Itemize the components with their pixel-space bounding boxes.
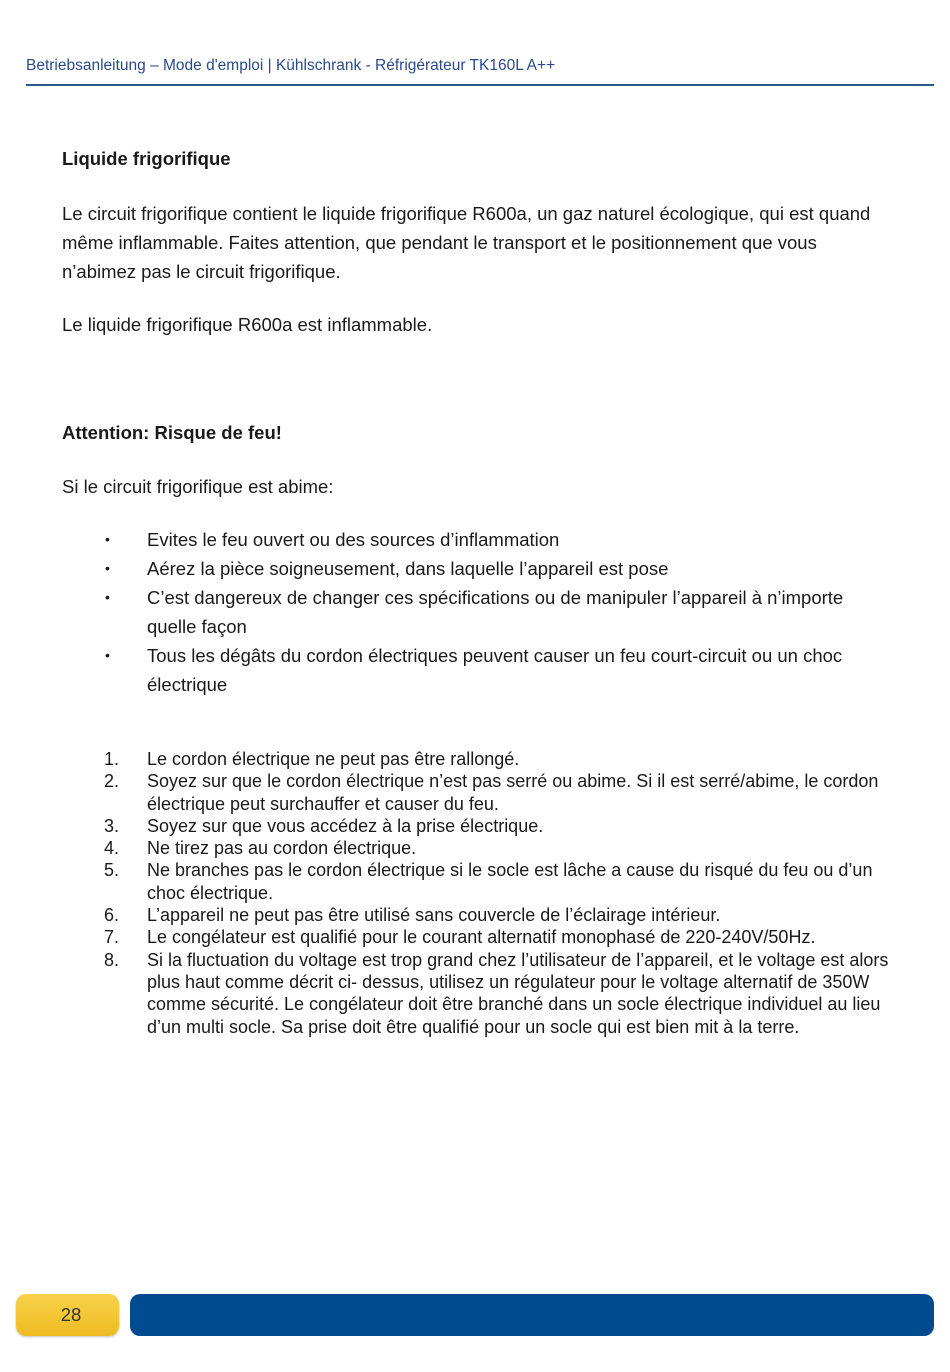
bullet-text: Tous les dégâts du cordon électriques peuvent causer un feu court-circuit ou un choc électrique xyxy=(147,645,843,695)
item-number: 5. xyxy=(104,860,120,881)
list-item xyxy=(62,525,892,554)
item-text: Ne tirez pas au cordon électrique. xyxy=(147,838,417,859)
item-number: 3. xyxy=(104,815,120,836)
item-number: 6. xyxy=(104,905,120,926)
section-heading-fire-risk: Attention: Risque de feu! xyxy=(62,422,282,443)
list-item xyxy=(62,859,892,904)
item-text: Le congélateur est qualifié pour le courant alternatif monophasé de 220-240V/50Hz. xyxy=(147,927,816,948)
list-item xyxy=(62,815,892,837)
item-number: 8. xyxy=(104,949,120,970)
bullet-text: Aérez la pièce soigneusement, dans laquelle l’appareil est pose xyxy=(147,558,669,579)
bullet-text: Evites le feu ouvert ou des sources d’inflammation xyxy=(147,529,560,550)
page-number: 28 xyxy=(60,1304,82,1325)
list-item xyxy=(62,641,892,699)
paragraph-flammable: Le liquide frigorifique R600a est inflammable. xyxy=(62,314,433,335)
list-item xyxy=(62,748,892,770)
item-text: Soyez sur que vous accédez à la prise électrique. xyxy=(147,815,544,836)
bullet-icon: • xyxy=(105,560,110,576)
bullet-text: C’est dangereux de changer ces spécifications ou de manipuler l’appareil à n’importe quelle façon xyxy=(147,587,844,637)
item-number: 1. xyxy=(104,749,120,769)
item-text: Le cordon électrique ne peut pas être rallongé. xyxy=(147,749,520,769)
list-item xyxy=(62,554,892,583)
paragraph-if-damaged: Si le circuit frigorifique est abime: xyxy=(62,476,334,497)
bullet-icon: • xyxy=(105,647,110,663)
item-text: Ne branches pas le cordon électrique si le socle est lâche a cause du risqué du feu ou d’un choc électrique. xyxy=(147,860,873,903)
page-header-title: Betriebsanleitung – Mode d'emploi | Kühlschrank - Réfrigérateur TK160L A++ xyxy=(26,57,556,74)
header-divider xyxy=(26,84,934,86)
list-item xyxy=(62,949,892,1038)
item-number: 7. xyxy=(104,927,120,948)
list-item xyxy=(62,770,892,815)
bullet-list xyxy=(62,525,892,699)
footer-bar xyxy=(130,1294,934,1336)
bullet-icon: • xyxy=(105,531,110,547)
item-number: 2. xyxy=(104,771,120,792)
bullet-icon: • xyxy=(105,589,110,605)
paragraph-refrigerant-circuit: Le circuit frigorifique contient le liquide frigorifique R600a, un gaz naturel écologique, qui est quand même inflammable. Faites attention, que pendant le transport et le positionnement que vous n’abimez pas le circuit frigorifique. xyxy=(62,203,871,282)
section-heading-refrigerant: Liquide frigorifique xyxy=(62,148,231,169)
list-item xyxy=(62,926,892,948)
item-number: 4. xyxy=(104,838,120,859)
item-text: Si la fluctuation du voltage est trop grand chez l’utilisateur de l’appareil, et le voltage est alors plus haut comme décrit ci- dessus, utilisez un régulateur pour le voltage alternatif de 350W comme sécurité. Le congélateur doit être branché dans un socle électrique individuel au lieu d’un multi socle. Sa prise doit être qualifié pour un socle qui est bien mit à la terre. xyxy=(147,949,889,1037)
page-number-tab xyxy=(16,1294,119,1336)
list-item xyxy=(62,837,892,859)
list-item xyxy=(62,904,892,926)
item-text: Soyez sur que le cordon électrique n’est pas serré ou abime. Si il est serré/abime, le cordon électrique peut surchauffer et causer du feu. xyxy=(147,771,879,814)
list-item xyxy=(62,583,892,641)
item-text: L’appareil ne peut pas être utilisé sans couvercle de l’éclairage intérieur. xyxy=(147,905,721,926)
numbered-list xyxy=(62,748,892,1038)
